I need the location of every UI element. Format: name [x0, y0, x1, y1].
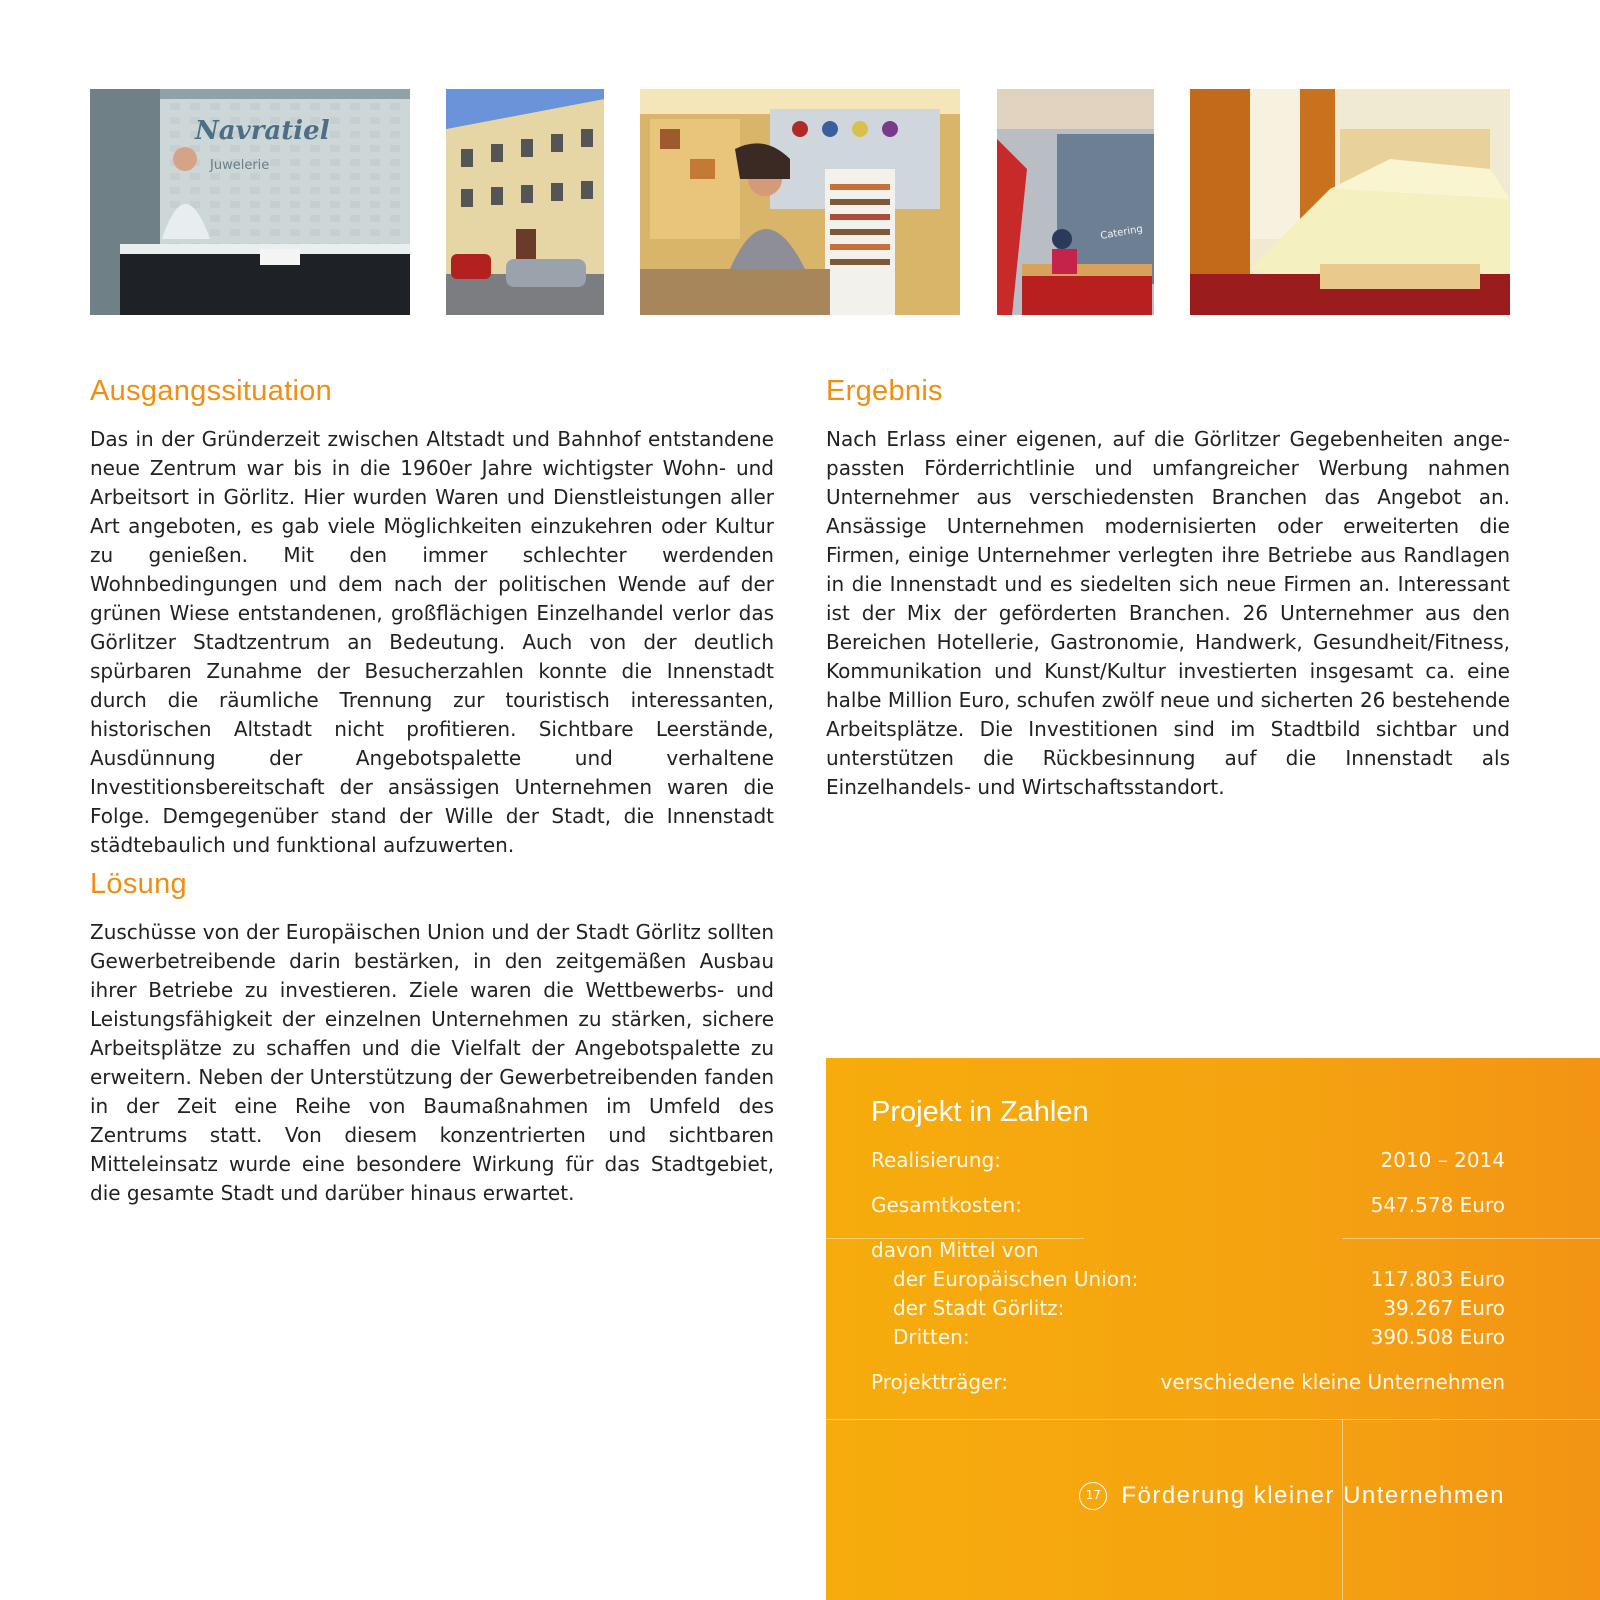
jeweler-sign-text: Navratiel — [195, 116, 330, 146]
heading-ergebnis: Ergebnis — [826, 375, 943, 407]
page-number: 17 — [1079, 1482, 1107, 1510]
gesamtkosten-label: Gesamtkosten: — [871, 1193, 1022, 1217]
hotel-room-photo — [1190, 89, 1510, 315]
panel-title: Projekt in Zahlen — [871, 1096, 1089, 1128]
cafe-sign-text: Catering — [1099, 223, 1144, 242]
realisierung-value: 2010 – 2014 — [1380, 1148, 1505, 1172]
project-figures-panel — [826, 1058, 1600, 1600]
eu-label: der Europäischen Union: — [893, 1267, 1139, 1291]
text-loesung: Zuschüsse von der Europäischen Union und der Stadt Görlitz sollten Gewerbetreibende darin bestärken, in den zeitgemäßen Ausbau ihrer Betriebe zu investieren. Ziele waren die Wettbewerbs- und Leistungsfähigkeit der einzelnen Unternehmen zu stärken, sichere Arbeitsplätze zu schaffen und die Vielfalt der Angebotspalette zu erweitern. Neben der Unterstützung der Gewerbetreibenden fanden in der Zeit eine Reihe von Baumaßnahmen im Umfeld des Zentrums statt. Von diesem konzentrierten und sichtbaren Mitteleinsatz wurde eine besondere Wirkung für das Stadtgebiet, die gesamte Stadt und darüber hinaus erwartet. — [90, 920, 774, 1205]
divider — [826, 1419, 1600, 1420]
text-ausgangssituation: Das in der Gründerzeit zwischen Altstadt und Bahnhof entstandene neue Zentrum war bis in die 1960er Jahre wichtigster Wohn- und Arbeitsort in Görlitz. Hier wurden Waren und Dienstleistungen aller Art angeboten, es gab viele Möglichkeiten einzukehren oder Kultur zu genießen. Mit den immer schlechter werdenden Wohnbedingungen und dem nach der politischen Wende auf der grünen Wiese entstandenen, großflächigen Einzelhandel verlor das Görlitzer Stadtzentrum an Bedeutung. Auch von der deutlich spürbaren Zunahme der Besucherzahlen konnte die Innenstadt durch die räumliche Trennung zur touristisch interessanten, historischen Altstadt nicht profitieren. Sichtbare Leerstände, Ausdünnung der Angebotspalette und verhaltene Investitionsbereitschaft der ansässigen Unternehmen waren die Folge. Demgegenüber stand der Wille der Stadt, die Innenstadt städtebaulich und funktional aufzuwerten. — [90, 427, 774, 857]
shop-photo — [640, 89, 960, 315]
section-title: Förderung kleiner Unternehmen — [1121, 1482, 1505, 1509]
divider — [1342, 1238, 1600, 1239]
davon-label: davon Mittel von — [871, 1238, 1039, 1262]
cafe-photo — [997, 89, 1154, 315]
heading-loesung: Lösung — [90, 868, 187, 900]
building-photo — [446, 89, 604, 315]
dritte-value: 390.508 Euro — [1370, 1325, 1505, 1349]
gesamtkosten-value: 547.578 Euro — [1370, 1193, 1505, 1217]
realisierung-label: Realisierung: — [871, 1148, 1001, 1172]
stadt-value: 39.267 Euro — [1383, 1296, 1505, 1320]
projekttraeger-label: Projektträger: — [871, 1370, 1008, 1394]
projekttraeger-value: verschiedene kleine Unternehmen — [1160, 1370, 1505, 1394]
page-footer — [1079, 1482, 1505, 1510]
dritte-label: Dritten: — [893, 1325, 970, 1349]
jeweler-subsign-text: Juwelerie — [210, 158, 270, 173]
jeweler-photo — [90, 89, 410, 315]
heading-ausgangssituation: Ausgangssituation — [90, 375, 333, 407]
text-ergebnis: Nach Erlass einer eigenen, auf die Görlitzer Gegebenheiten angepassten Förderrichtlinie und umfangreicher Werbung nahmen Unternehmer aus verschiedensten Branchen das Angebot an. Ansässige Unternehmen modernisierten oder erweiterten die Firmen, einige Unternehmer verlegten ihre Betriebe aus Randlagen in die Innenstadt und es siedelten sich neue Firmen an. Interessant ist der Mix der geförderten Branchen. 26 Unternehmer aus den Bereichen Hotellerie, Gastronomie, Handwerk, Gesundheit/Fitness, Kommunikation und Kunst/Kultur investierten insgesamt ca. eine halbe Million Euro, schufen zwölf neue und sicherten 26 bestehende Arbeitsplätze. Die Investitionen sind im Stadtbild sichtbar und unterstützen die Rückbesinnung auf die Innenstadt als Einzelhandels- und Wirtschaftsstandort. — [826, 427, 1510, 799]
stadt-label: der Stadt Görlitz: — [893, 1296, 1065, 1320]
eu-value: 117.803 Euro — [1370, 1267, 1505, 1291]
